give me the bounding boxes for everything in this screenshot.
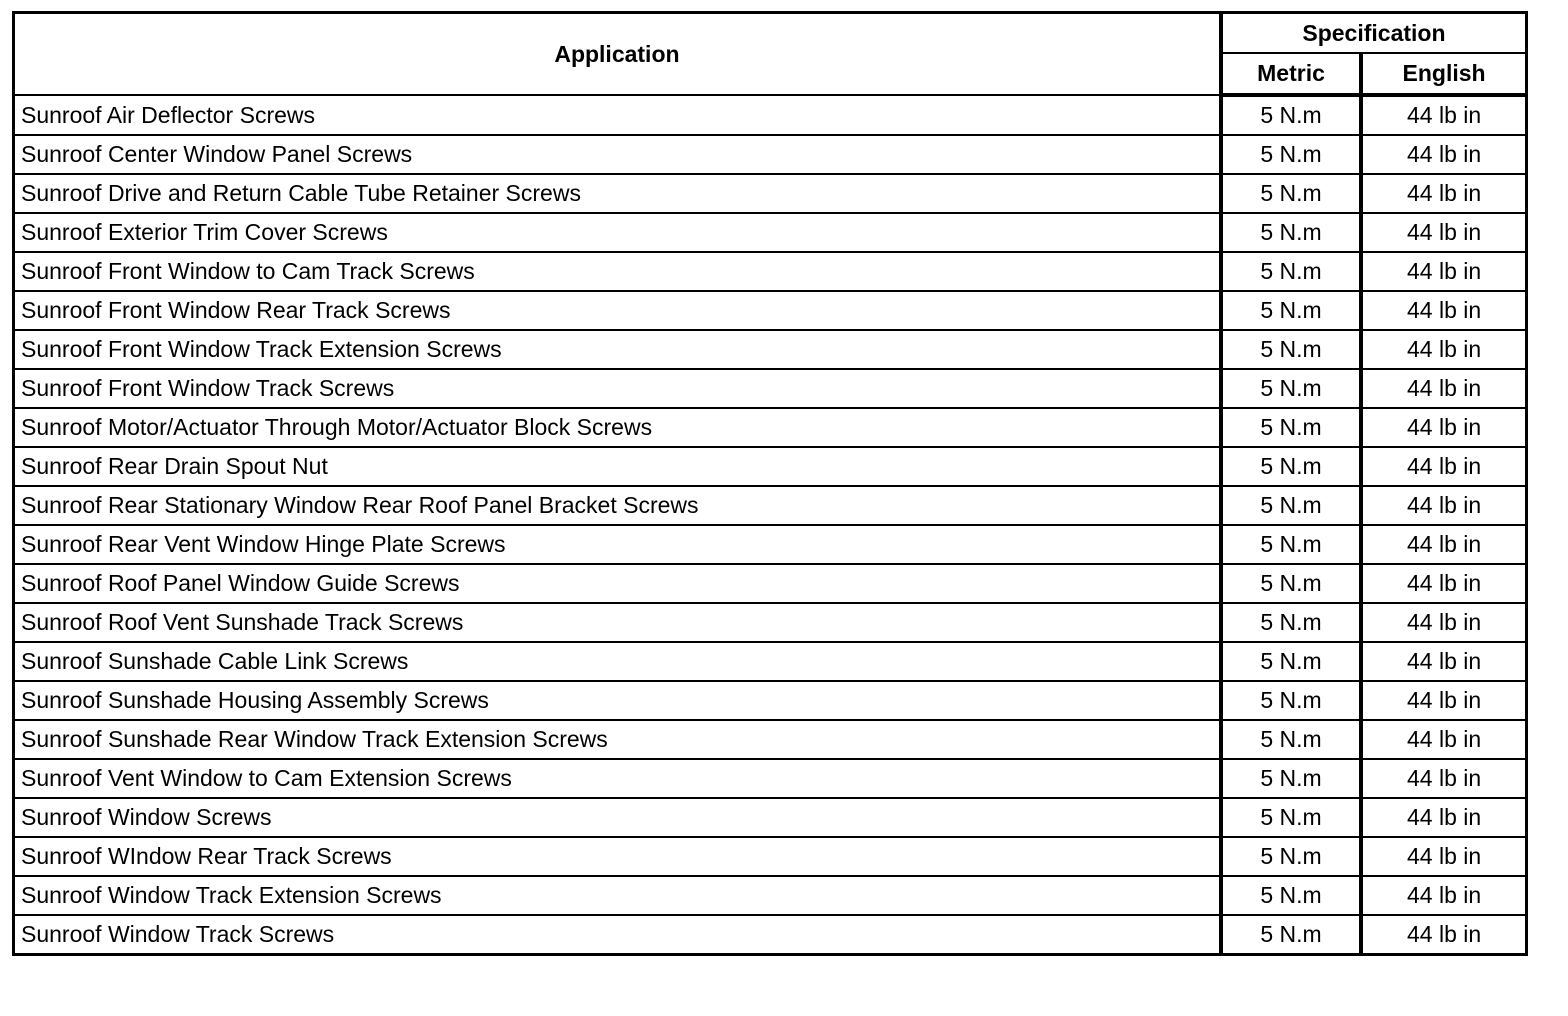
table-row: [14, 486, 1527, 525]
application-cell: Sunroof WIndow Rear Track Screws: [14, 837, 1221, 876]
metric-cell: 5 N.m: [1221, 330, 1361, 369]
application-cell: Sunroof Center Window Panel Screws: [14, 135, 1221, 174]
metric-cell: 5 N.m: [1221, 603, 1361, 642]
metric-cell: 5 N.m: [1221, 213, 1361, 252]
english-cell: 44 lb in: [1361, 720, 1526, 759]
application-cell: Sunroof Roof Panel Window Guide Screws: [14, 564, 1221, 603]
table-row: [14, 252, 1527, 291]
application-cell: Sunroof Motor/Actuator Through Motor/Actuator Block Screws: [14, 408, 1221, 447]
english-cell: 44 lb in: [1361, 252, 1526, 291]
table-row: [14, 759, 1527, 798]
english-cell: 44 lb in: [1361, 759, 1526, 798]
table-row: [14, 720, 1527, 759]
application-cell: Sunroof Sunshade Housing Assembly Screws: [14, 681, 1221, 720]
table-row: [14, 291, 1527, 330]
table-row: [14, 135, 1527, 174]
application-cell: Sunroof Rear Drain Spout Nut: [14, 447, 1221, 486]
metric-column-header: Metric: [1221, 53, 1361, 95]
metric-cell: 5 N.m: [1221, 369, 1361, 408]
english-cell: 44 lb in: [1361, 447, 1526, 486]
metric-cell: 5 N.m: [1221, 798, 1361, 837]
table-row: [14, 95, 1527, 135]
table-row: [14, 915, 1527, 955]
metric-cell: 5 N.m: [1221, 837, 1361, 876]
english-cell: 44 lb in: [1361, 876, 1526, 915]
application-cell: Sunroof Rear Vent Window Hinge Plate Screws: [14, 525, 1221, 564]
metric-cell: 5 N.m: [1221, 642, 1361, 681]
english-cell: 44 lb in: [1361, 330, 1526, 369]
metric-cell: 5 N.m: [1221, 720, 1361, 759]
metric-cell: 5 N.m: [1221, 447, 1361, 486]
metric-cell: 5 N.m: [1221, 486, 1361, 525]
english-cell: 44 lb in: [1361, 369, 1526, 408]
application-cell: Sunroof Window Track Screws: [14, 915, 1221, 955]
metric-cell: 5 N.m: [1221, 525, 1361, 564]
metric-cell: 5 N.m: [1221, 291, 1361, 330]
metric-cell: 5 N.m: [1221, 408, 1361, 447]
english-column-header: English: [1361, 53, 1526, 95]
table-header: [14, 13, 1527, 96]
english-cell: 44 lb in: [1361, 915, 1526, 955]
application-cell: Sunroof Front Window to Cam Track Screws: [14, 252, 1221, 291]
application-cell: Sunroof Sunshade Cable Link Screws: [14, 642, 1221, 681]
table-row: [14, 330, 1527, 369]
english-cell: 44 lb in: [1361, 408, 1526, 447]
table-row: [14, 174, 1527, 213]
english-cell: 44 lb in: [1361, 525, 1526, 564]
english-cell: 44 lb in: [1361, 95, 1526, 135]
specification-group-header: Specification: [1221, 13, 1527, 54]
english-cell: 44 lb in: [1361, 174, 1526, 213]
english-cell: 44 lb in: [1361, 291, 1526, 330]
metric-cell: 5 N.m: [1221, 759, 1361, 798]
application-cell: Sunroof Window Screws: [14, 798, 1221, 837]
table-row: [14, 213, 1527, 252]
application-cell: Sunroof Vent Window to Cam Extension Screws: [14, 759, 1221, 798]
application-cell: Sunroof Window Track Extension Screws: [14, 876, 1221, 915]
metric-cell: 5 N.m: [1221, 876, 1361, 915]
english-cell: 44 lb in: [1361, 642, 1526, 681]
table-row: [14, 837, 1527, 876]
table-body: [14, 95, 1527, 955]
table-row: [14, 525, 1527, 564]
specification-table: [12, 11, 1528, 956]
application-cell: Sunroof Front Window Track Screws: [14, 369, 1221, 408]
metric-cell: 5 N.m: [1221, 252, 1361, 291]
table-row: [14, 681, 1527, 720]
metric-cell: 5 N.m: [1221, 564, 1361, 603]
application-cell: Sunroof Sunshade Rear Window Track Extension Screws: [14, 720, 1221, 759]
metric-cell: 5 N.m: [1221, 681, 1361, 720]
application-cell: Sunroof Front Window Track Extension Screws: [14, 330, 1221, 369]
application-cell: Sunroof Air Deflector Screws: [14, 95, 1221, 135]
english-cell: 44 lb in: [1361, 681, 1526, 720]
english-cell: 44 lb in: [1361, 798, 1526, 837]
table-row: [14, 408, 1527, 447]
table-row: [14, 876, 1527, 915]
table-row: [14, 369, 1527, 408]
english-cell: 44 lb in: [1361, 486, 1526, 525]
application-cell: Sunroof Front Window Rear Track Screws: [14, 291, 1221, 330]
english-cell: 44 lb in: [1361, 837, 1526, 876]
metric-cell: 5 N.m: [1221, 174, 1361, 213]
metric-cell: 5 N.m: [1221, 95, 1361, 135]
table-row: [14, 642, 1527, 681]
metric-cell: 5 N.m: [1221, 135, 1361, 174]
english-cell: 44 lb in: [1361, 213, 1526, 252]
application-column-header: Application: [14, 13, 1221, 96]
english-cell: 44 lb in: [1361, 135, 1526, 174]
application-cell: Sunroof Rear Stationary Window Rear Roof Panel Bracket Screws: [14, 486, 1221, 525]
metric-cell: 5 N.m: [1221, 915, 1361, 955]
table-row: [14, 603, 1527, 642]
table-row: [14, 798, 1527, 837]
application-cell: Sunroof Roof Vent Sunshade Track Screws: [14, 603, 1221, 642]
header-row-top: [14, 13, 1527, 54]
english-cell: 44 lb in: [1361, 564, 1526, 603]
application-cell: Sunroof Drive and Return Cable Tube Retainer Screws: [14, 174, 1221, 213]
table-row: [14, 447, 1527, 486]
application-cell: Sunroof Exterior Trim Cover Screws: [14, 213, 1221, 252]
english-cell: 44 lb in: [1361, 603, 1526, 642]
table-row: [14, 564, 1527, 603]
